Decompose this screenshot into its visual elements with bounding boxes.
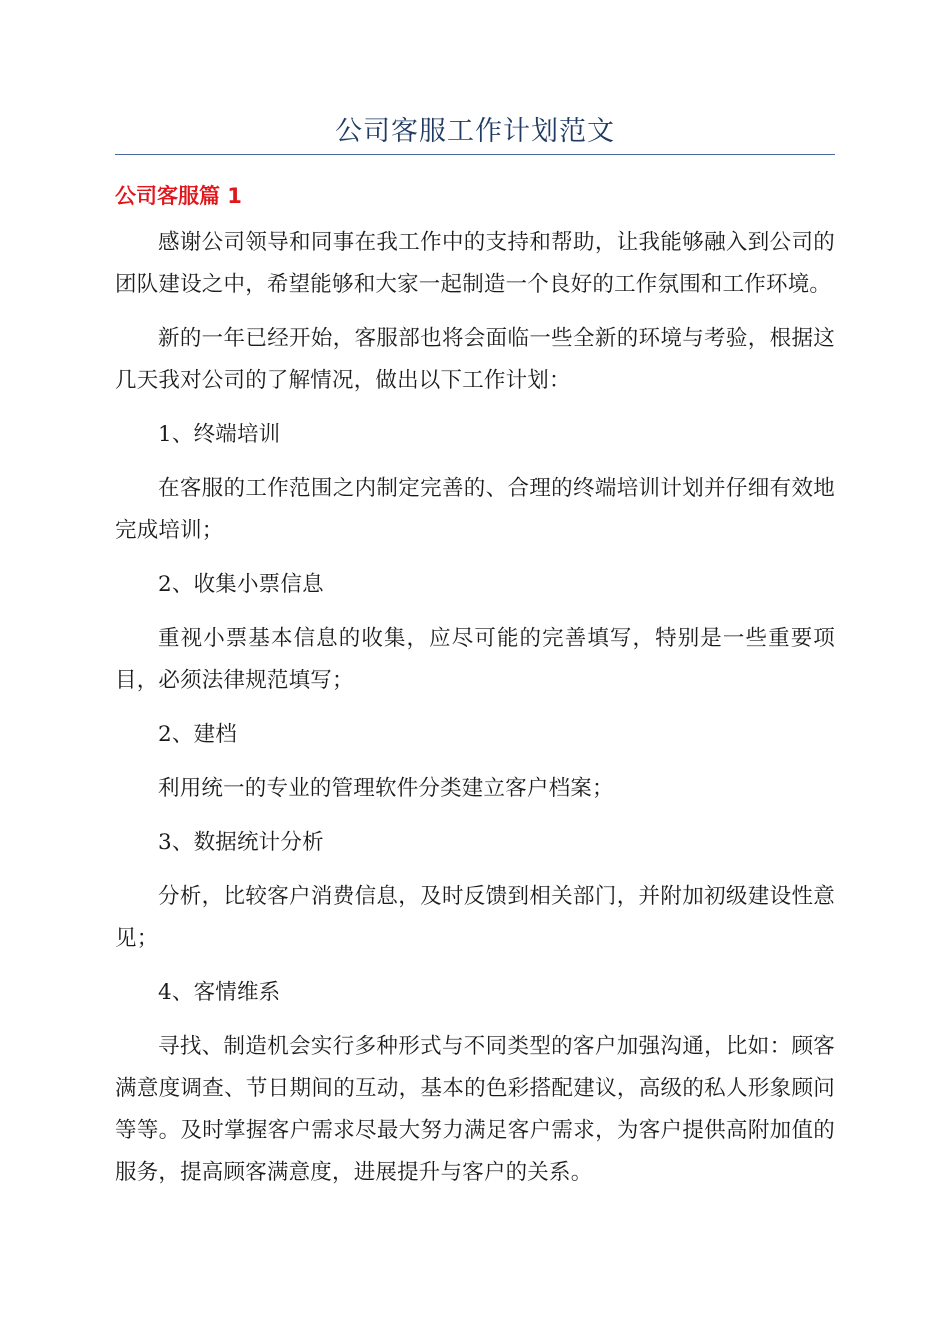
paragraph-archiving: 利用统一的专业的管理软件分类建立客户档案； — [158, 776, 614, 801]
paragraph-customer-relations: 寻找、制造机会实行多种形式与不同类型的客户加强沟通，比如：顾客满意度调查、节日期间的互动，基本的色彩搭配建议，高级的私人形象顾问等等。及时掌握客户需求尽最大努力满足客户需求，为客户提供高附加值的服务，提高顾客满意度，进展提升与客户的关系。 — [115, 1034, 835, 1185]
document-body — [115, 222, 835, 1206]
paragraph-receipt-info: 重视小票基本信息的收集，应尽可能的完善填写，特别是一些重要项目，必须法律规范填写； — [115, 626, 835, 693]
section-heading: 公司客服篇 1 — [115, 184, 242, 208]
paragraph-terminal-training: 在客服的工作范围之内制定完善的、合理的终端培训计划并仔细有效地完成培训； — [115, 476, 835, 543]
paragraph-intro: 感谢公司领导和同事在我工作中的支持和帮助，让我能够融入到公司的团队建设之中，希望能够和大家一起制造一个良好的工作氛围和工作环境。 — [115, 230, 835, 297]
paragraph-data-analysis: 分析，比较客户消费信息，及时反馈到相关部门，并附加初级建设性意见； — [115, 884, 835, 951]
title-underline — [115, 154, 835, 155]
document-title: 公司客服工作计划范文 — [335, 116, 615, 147]
item-heading-archiving: 2、建档 — [158, 722, 237, 747]
paragraph-plan-lead: 新的一年已经开始，客服部也将会面临一些全新的环境与考验，根据这几天我对公司的了解情况，做出以下工作计划： — [115, 326, 835, 393]
item-heading-data-analysis: 3、数据统计分析 — [158, 830, 324, 855]
item-heading-customer-relations: 4、客情维系 — [158, 980, 281, 1005]
item-heading-terminal-training: 1、终端培训 — [158, 422, 281, 447]
item-heading-receipt-info: 2、收集小票信息 — [158, 572, 324, 597]
